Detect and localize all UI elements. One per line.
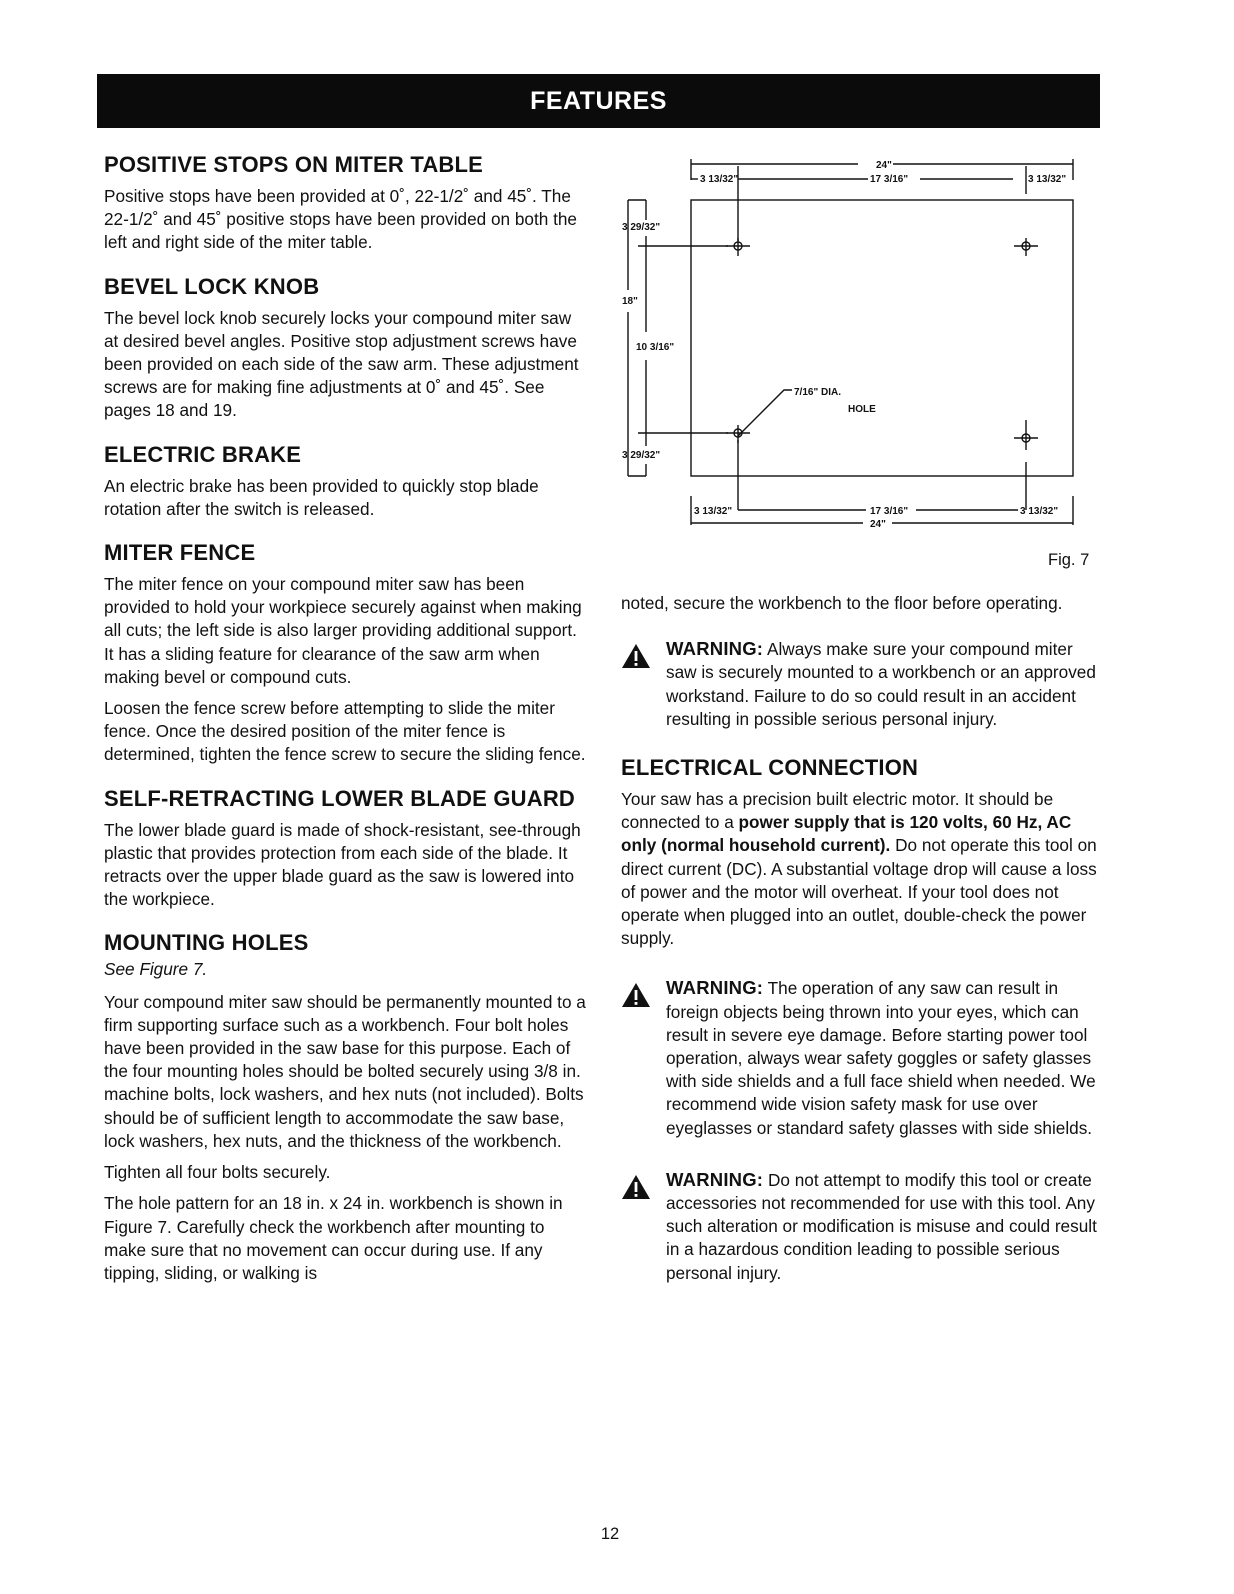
dim-total-width-top: 24" bbox=[876, 160, 892, 171]
warning-modification bbox=[621, 1168, 1106, 1285]
text-continuation: noted, secure the workbench to the floor before operating. bbox=[621, 593, 1063, 613]
warning-eye-safety-body bbox=[666, 976, 1106, 1139]
banner-title: FEATURES bbox=[530, 86, 667, 115]
dim-edge-bottom-left: 3 13/32" bbox=[694, 506, 733, 517]
warning-triangle-icon bbox=[621, 643, 651, 669]
warning-triangle-icon bbox=[621, 982, 651, 1008]
text-mounting-holes-2: Tighten all four bolts securely. bbox=[104, 1162, 331, 1183]
page-number: 12 bbox=[600, 1525, 620, 1543]
dim-total-width-bottom: 24" bbox=[870, 519, 886, 530]
heading-miter-fence: MITER FENCE bbox=[104, 540, 256, 566]
section-electrical-connection bbox=[621, 755, 1106, 950]
section-bevel-lock bbox=[104, 274, 590, 423]
dim-middle: 10 3/16" bbox=[636, 342, 675, 353]
dim-height: 18" bbox=[622, 296, 638, 307]
dim-edge-top-left: 3 13/32" bbox=[700, 174, 739, 185]
dim-center-bottom: 17 3/16" bbox=[870, 506, 909, 517]
dim-top-offset: 3 29/32" bbox=[622, 222, 661, 233]
text-mounting-holes-1: Your compound miter saw should be permanently mounted to a firm supporting surface such as a workbench. Four bolt holes have been provided in the saw base for this purpose. Each of the four mounting holes should be bolted securely using 3/8 in. machine bolts, lock washers, and hex nuts (not included). Bolts should be of sufficient length to accommodate the saw base, lock washers, hex nuts, and the thickness of the workbench. bbox=[104, 991, 586, 1151]
text-blade-guard: The lower blade guard is made of shock-resistant, see-through plastic that provides protection from each side of the blade. It retracts over the upper blade guard as the saw is lowered into the workpiece. bbox=[104, 819, 581, 910]
warning-eye-safety-text: The operation of any saw can result in foreign objects being thrown into your eyes, which can result in severe eye damage. Before starting power tool operation, always wear safety goggles or safety glasses with side shields and a full face shield when needed. We recommend wide vision safety mask for use over eyeglasses or standard safety glasses with side shields. bbox=[666, 978, 1096, 1138]
warning-mounting-text: Always make sure your compound miter saw is securely mounted to a workbench or an approved workstand. Failure to do so could result in an accident resulting in possible serious personal injury. bbox=[666, 639, 1096, 729]
mounting-hole-bottom-right bbox=[1014, 420, 1038, 450]
mounting-hole-top-left bbox=[726, 238, 750, 256]
warning-label: WARNING: bbox=[666, 1168, 764, 1190]
workbench-outline bbox=[691, 200, 1073, 476]
hole-pattern-diagram bbox=[608, 150, 1106, 530]
heading-electric-brake: ELECTRIC BRAKE bbox=[104, 441, 302, 467]
warning-eye-safety bbox=[621, 976, 1106, 1139]
electrical-power-spec: power supply that is 120 volts, 60 Hz, AC only (normal household current). bbox=[621, 812, 1072, 856]
electrical-text-a: Your saw has a precision built electric motor. It should be connected to a bbox=[621, 789, 1054, 833]
text-mounting-holes-3: The hole pattern for an 18 in. x 24 in. workbench is shown in Figure 7. Carefully check the workbench after mounting to make sure that no movement can occur during use. If any tipping, sliding, or walking is bbox=[104, 1193, 563, 1283]
warning-mounting bbox=[621, 637, 1106, 731]
hole-label-hole: HOLE bbox=[848, 404, 876, 415]
left-column bbox=[104, 152, 590, 1304]
warning-modification-text: Do not attempt to modify this tool or create accessories not recommended for use with this tool. Any such alteration or modification is misuse and could result in a hazardous condition leading to possible serious personal injury. bbox=[666, 1169, 1097, 1283]
dim-edge-top-right: 3 13/32" bbox=[1028, 174, 1067, 185]
warning-mounting-body bbox=[666, 637, 1106, 731]
hole-label-diameter: 7/16" DIA. bbox=[794, 387, 841, 398]
figure-7-hole-pattern bbox=[608, 150, 1106, 530]
warning-triangle-icon bbox=[621, 1174, 651, 1200]
section-miter-fence bbox=[104, 540, 590, 767]
text-electric-brake: An electric brake has been provided to quickly stop blade rotation after the switch is released. bbox=[104, 475, 539, 519]
figure-reference-note: See Figure 7. bbox=[104, 959, 208, 980]
text-positive-stops: Positive stops have been provided at 0˚, 22-1/2˚ and 45˚. The 22-1/2˚ and 45˚ positive stops have been provided on both the left and right side of the miter table. bbox=[104, 186, 577, 253]
warning-label: WARNING: bbox=[666, 977, 764, 999]
right-column bbox=[621, 592, 1106, 1309]
section-mounting-holes bbox=[104, 930, 590, 1285]
section-electric-brake bbox=[104, 442, 590, 521]
warning-modification-body bbox=[666, 1168, 1106, 1285]
dim-bottom-offset: 3 29/32" bbox=[622, 450, 661, 461]
heading-blade-guard: SELF-RETRACTING LOWER BLADE GUARD bbox=[104, 785, 576, 811]
text-miter-fence-1: The miter fence on your compound miter saw has been provided to hold your workpiece securely against when making all cuts; the left side is also larger providing additional support. It has a sliding feature for clearance of the saw arm when making bevel or compound cuts. bbox=[104, 574, 582, 687]
section-positive-stops bbox=[104, 152, 590, 255]
figure-caption: Fig. 7 bbox=[1048, 551, 1090, 569]
warning-label: WARNING: bbox=[666, 638, 764, 660]
dim-center-top: 17 3/16" bbox=[870, 174, 909, 185]
mounting-hole-top-right bbox=[1014, 238, 1038, 256]
heading-mounting-holes: MOUNTING HOLES bbox=[104, 930, 309, 956]
text-miter-fence-2: Loosen the fence screw before attempting to slide the miter fence. Once the desired position of the miter fence is determined, tighten the fence screw to secure the sliding fence. bbox=[104, 698, 586, 765]
heading-electrical-connection: ELECTRICAL CONNECTION bbox=[621, 755, 919, 781]
text-bevel-lock: The bevel lock knob securely locks your compound miter saw at desired bevel angles. Positive stop adjustment screws have been provided on each side of the saw arm. These adjustment screws are for making fine adjustments at 0˚ and 45˚. See pages 18 and 19. bbox=[104, 307, 579, 421]
electrical-text-b: Do not operate this tool on direct current (DC). A substantial voltage drop will cause a loss of power and the motor will overheat. If your tool does not operate when plugged into an outlet, double-check the power supply. bbox=[621, 835, 1097, 949]
page-banner bbox=[97, 74, 1100, 128]
section-blade-guard bbox=[104, 786, 590, 912]
text-electrical-connection bbox=[621, 788, 1106, 950]
dim-edge-bottom-right: 3 13/32" bbox=[1020, 506, 1059, 517]
heading-positive-stops: POSITIVE STOPS ON MITER TABLE bbox=[104, 152, 484, 177]
heading-bevel-lock: BEVEL LOCK KNOB bbox=[104, 273, 320, 299]
